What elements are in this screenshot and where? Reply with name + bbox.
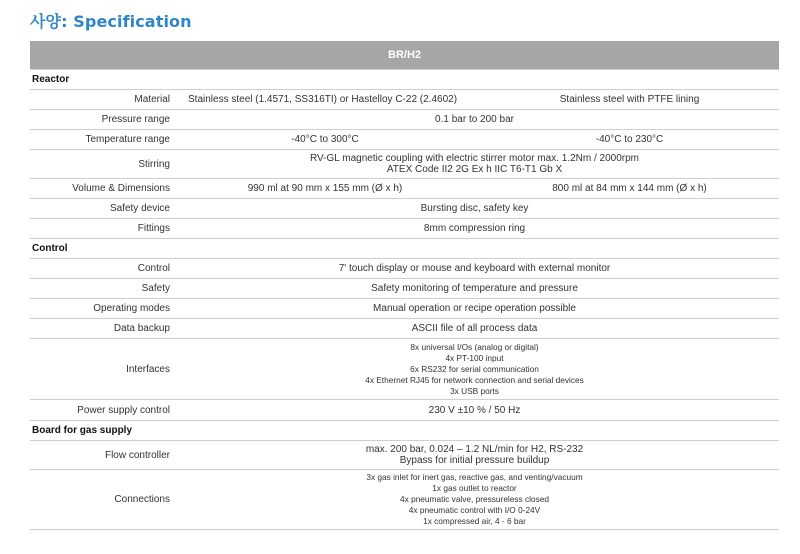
- row-label: Volume & Dimensions: [30, 179, 170, 199]
- section-control: [30, 239, 779, 259]
- row-label: Flow controller: [30, 441, 170, 470]
- value-line: 4x pneumatic control with I/O 0-24V: [408, 505, 541, 515]
- table-row: [30, 279, 779, 299]
- value-line: 6x RS232 for serial communication: [410, 363, 539, 374]
- table-row: [30, 179, 779, 199]
- row-value: Manual operation or recipe operation possible: [170, 299, 779, 319]
- section-title: Control: [30, 239, 779, 259]
- row-value: Safety monitoring of temperature and pressure: [170, 279, 779, 299]
- row-label: Data backup: [30, 319, 170, 339]
- row-value: ASCII file of all process data: [170, 319, 779, 339]
- row-label: Power supply control: [30, 400, 170, 421]
- value-line: 1x compressed air, 4 - 6 bar: [423, 516, 526, 526]
- row-label: Safety device: [30, 199, 170, 219]
- section-gas-supply: [30, 421, 779, 441]
- value-line: max. 200 bar, 0.024 – 1.2 NL/min for H2, RS-232: [365, 444, 584, 455]
- table-row: [30, 90, 779, 110]
- value-line: 1x gas outlet to reactor: [432, 483, 517, 493]
- table-row: [30, 441, 779, 470]
- row-value: -40°C to 300°C: [170, 130, 480, 150]
- section-title: Reactor: [30, 70, 779, 90]
- table-header: BR/H2: [30, 41, 779, 70]
- row-value: [170, 339, 779, 400]
- table-row: [30, 219, 779, 239]
- row-label: Connections: [30, 470, 170, 530]
- table-row: [30, 470, 779, 530]
- value-line: ATEX Code II2 2G Ex h IIC T6-T1 Gb X: [386, 164, 563, 175]
- table-row: [30, 150, 779, 179]
- value-line: 4x pneumatic valve, pressureless closed: [400, 494, 549, 504]
- specification-table: [30, 41, 779, 530]
- row-value: 7' touch display or mouse and keyboard with external monitor: [170, 259, 779, 279]
- row-value: Bursting disc, safety key: [170, 199, 779, 219]
- row-value: 0.1 bar to 200 bar: [170, 110, 779, 130]
- value-line: 3x gas inlet for inert gas, reactive gas, and venting/vacuum: [366, 472, 583, 482]
- row-value: [170, 470, 779, 530]
- row-value: 990 ml at 90 mm x 155 mm (Ø x h): [170, 179, 480, 199]
- row-value: 230 V ±10 % / 50 Hz: [170, 400, 779, 421]
- value-line: Bypass for initial pressure buildup: [399, 455, 550, 466]
- table-row: [30, 339, 779, 400]
- section-title: Board for gas supply: [30, 421, 779, 441]
- table-row: [30, 259, 779, 279]
- row-label: Interfaces: [30, 339, 170, 400]
- row-label: Material: [30, 90, 170, 110]
- row-value: -40°C to 230°C: [480, 130, 779, 150]
- row-value: 800 ml at 84 mm x 144 mm (Ø x h): [480, 179, 779, 199]
- table-row: [30, 199, 779, 219]
- row-label: Fittings: [30, 219, 170, 239]
- table-row: [30, 110, 779, 130]
- row-label: Operating modes: [30, 299, 170, 319]
- value-line: 4x PT-100 input: [445, 352, 504, 363]
- table-row: [30, 130, 779, 150]
- row-label: Stirring: [30, 150, 170, 179]
- table-row: [30, 299, 779, 319]
- value-line: 4x Ethernet RJ45 for network connection and serial devices: [365, 374, 584, 385]
- table-header-row: [30, 41, 779, 70]
- value-line: 8x universal I/Os (analog or digital): [410, 341, 539, 352]
- row-value: Stainless steel with PTFE lining: [480, 90, 779, 110]
- value-line: 3x USB ports: [450, 385, 499, 396]
- row-label: Temperature range: [30, 130, 170, 150]
- row-label: Safety: [30, 279, 170, 299]
- row-label: Pressure range: [30, 110, 170, 130]
- row-value: 8mm compression ring: [170, 219, 779, 239]
- table-row: [30, 400, 779, 421]
- row-value: [170, 150, 779, 179]
- table-row: [30, 319, 779, 339]
- row-label: Control: [30, 259, 170, 279]
- value-line: RV-GL magnetic coupling with electric stirrer motor max. 1.2Nm / 2000rpm: [310, 153, 640, 164]
- section-reactor: [30, 70, 779, 90]
- page-title: 사양: Specification: [30, 12, 192, 31]
- row-value: Stainless steel (1.4571, SS316TI) or Hastelloy C-22 (2.4602): [170, 90, 480, 110]
- row-value: [170, 441, 779, 470]
